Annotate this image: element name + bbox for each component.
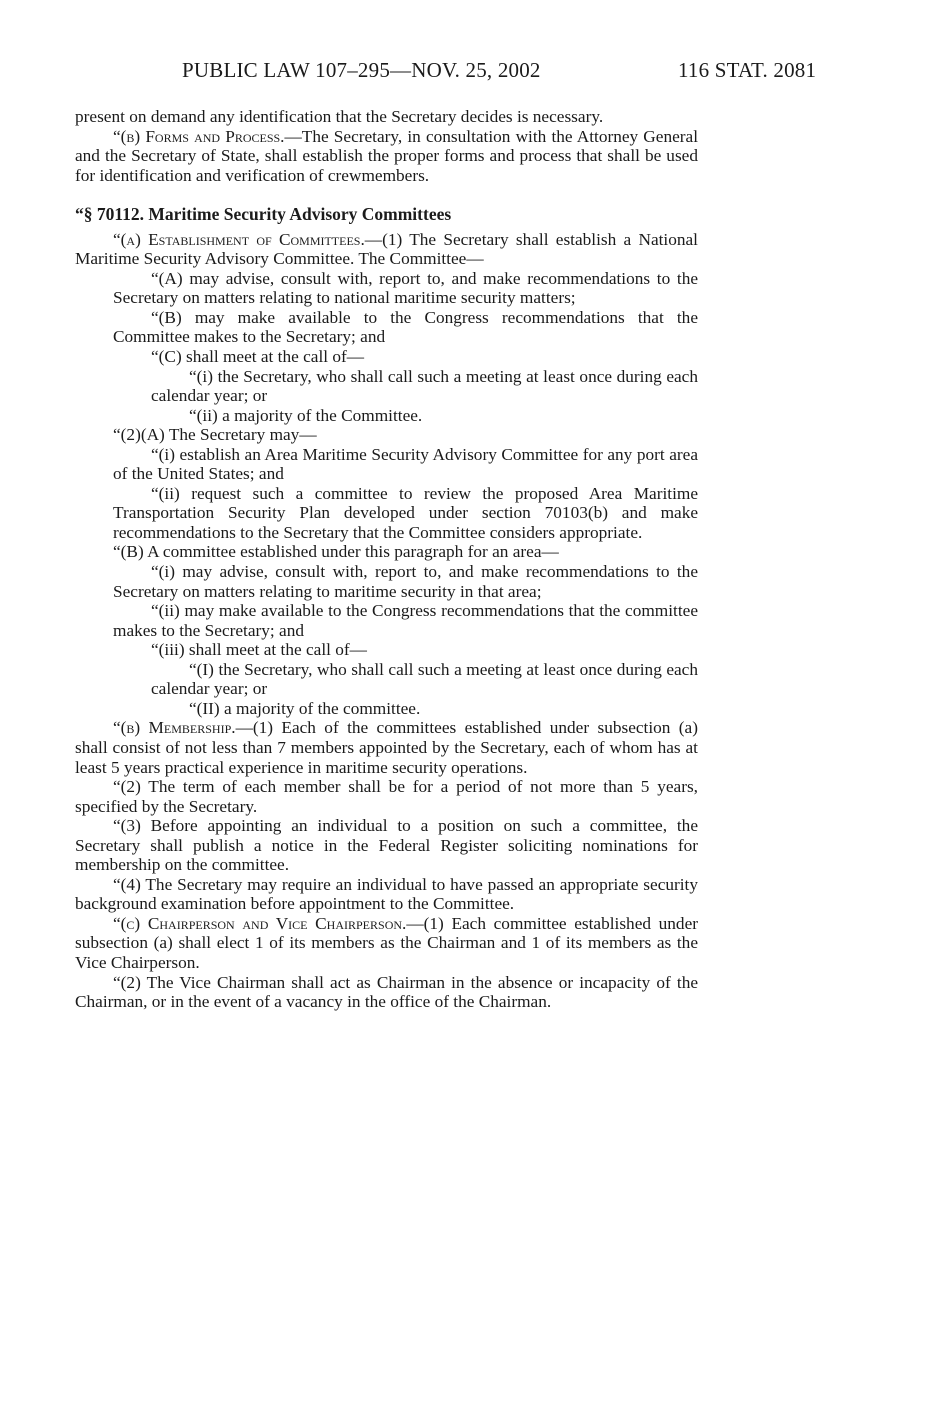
subsection-heading: “(b) Membership. [113, 718, 236, 738]
clause-a2BiiiII: “(II) a majority of the committee. [189, 698, 421, 718]
clause-a2Ai: “(i) establish an Area Maritime Security Advisory Committee for any port area of the United States; and [113, 444, 698, 484]
subsection-text: —(1) The Secretary shall establish a National Maritime Security Advisory Committee. The Committee— [75, 229, 698, 269]
clause-a1Cii: “(ii) a majority of the Committee. [189, 405, 423, 425]
statute-page-number: 116 STAT. 2081 [678, 58, 817, 82]
paragraph-c2: “(2) The Vice Chairman shall act as Chairman in the absence or incapacity of the Chairman, or in the event of a vacancy in the office of the Chairman. [75, 972, 698, 1012]
clause-a2BiiiI: “(I) the Secretary, who shall call such a meeting at least once during each calendar year; or [151, 659, 698, 699]
subsection-text: —The Secretary, in consultation with the Attorney General and the Secretary of State, shall establish the proper forms and process that shall be used for identification and verification of crewmembers. [75, 126, 698, 185]
paragraph-a-establishment [75, 230, 698, 269]
public-law-citation: PUBLIC LAW 107–295—NOV. 25, 2002 [182, 58, 541, 82]
paragraph-continuation: present on demand any identification that the Secretary decides is necessary. [75, 107, 604, 126]
clause-a1B: “(B) may make available to the Congress recommendations that the Committee makes to the Secretary; and [113, 307, 698, 347]
paragraph-a2B: “(B) A committee established under this paragraph for an area— [113, 542, 559, 562]
subsection-text: —(1) Each committee established under subsection (a) shall elect 1 of its members as the Chairman and 1 of its members as the Vice Chairperson. [75, 913, 699, 972]
page-header [0, 58, 944, 88]
subsection-text: —(1) Each of the committees established under subsection (a) shall consist of not less than 7 members appointed by the Secretary, each of whom has at least 5 years practical experience in maritime security operations. [75, 718, 698, 777]
clause-a1A: “(A) may advise, consult with, report to, and make recommendations to the Secretary on matters relating to national maritime security matters; [113, 268, 698, 308]
clause-a1C: “(C) shall meet at the call of— [151, 347, 365, 367]
clause-a2Biii: “(iii) shall meet at the call of— [151, 640, 367, 660]
clause-a1Ci: “(i) the Secretary, who shall call such a meeting at least once during each calendar year; or [151, 366, 698, 406]
subsection-heading: “(c) Chairperson and Vice Chairperson. [113, 913, 407, 933]
clause-a2Aii: “(ii) request such a committee to review the proposed Area Maritime Transportation Security Plan developed under section 70103(b) and make recommendations to the Secretary that the Committee considers appropriate. [113, 483, 698, 542]
clause-a2Bii: “(ii) may make available to the Congress recommendations that the committee makes to the Secretary; and [113, 601, 698, 640]
subsection-heading: “(a) Establishment of Committees. [113, 229, 365, 249]
paragraph-b-membership [75, 718, 698, 777]
paragraph-b2: “(2) The term of each member shall be for a period of not more than 5 years, specified by the Secretary. [75, 777, 698, 816]
paragraph-b-forms [75, 127, 698, 186]
body-text [75, 107, 698, 1012]
paragraph-c-chairperson [75, 914, 698, 973]
subsection-heading: “(b) Forms and Process. [113, 126, 285, 146]
paragraph-b4: “(4) The Secretary may require an individual to have passed an appropriate security background examination before appointment to the Committee. [75, 874, 698, 914]
paragraph-a2A: “(2)(A) The Secretary may— [113, 425, 317, 445]
clause-a2Bi: “(i) may advise, consult with, report to, and make recommendations to the Secretary on matters relating to maritime security in that area; [113, 562, 698, 601]
paragraph-b3: “(3) Before appointing an individual to a position on such a committee, the Secretary shall publish a notice in the Federal Register soliciting nominations for membership on the committee. [75, 816, 698, 875]
section-heading: “§ 70112. Maritime Security Advisory Committees [75, 204, 452, 225]
